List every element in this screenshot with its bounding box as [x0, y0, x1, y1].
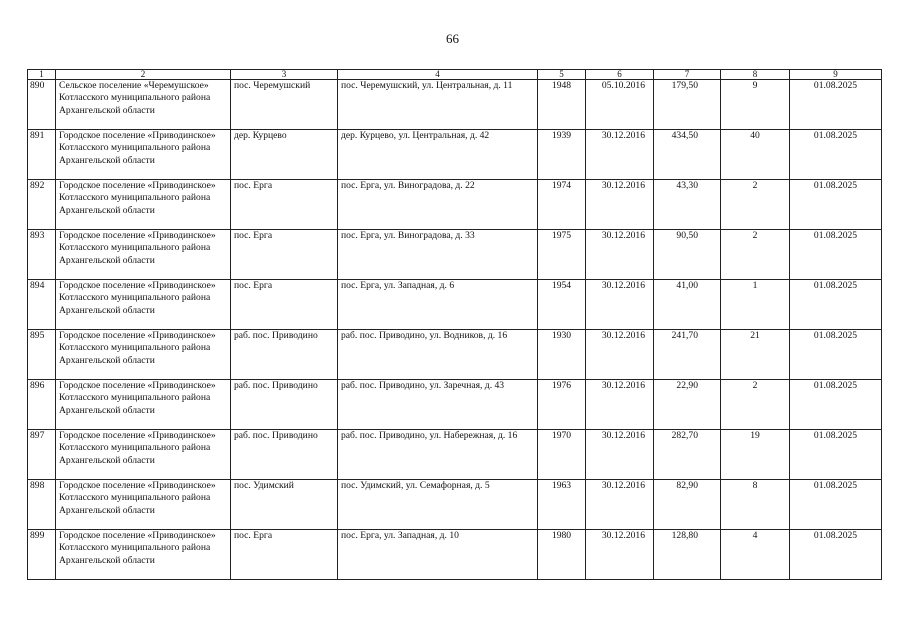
column-header: 4	[338, 70, 538, 80]
row-number-cell: 894	[28, 280, 56, 330]
table-row	[28, 280, 882, 330]
address-cell: пос. Ерга, ул. Виноградова, д. 22	[338, 180, 538, 230]
row-number-cell: 890	[28, 80, 56, 130]
table-row	[28, 130, 882, 180]
area-cell: 179,50	[654, 80, 721, 130]
column-header: 9	[790, 70, 882, 80]
column-header: 5	[538, 70, 586, 80]
area-cell: 82,90	[654, 480, 721, 530]
settlement-cell: Городское поселение «Приводинское» Котласского муниципального района Архангельской области	[56, 530, 231, 580]
year-cell: 1963	[538, 480, 586, 530]
table-row	[28, 380, 882, 430]
row-number-cell: 895	[28, 330, 56, 380]
year-cell: 1970	[538, 430, 586, 480]
area-cell: 41,00	[654, 280, 721, 330]
settlement-cell: Городское поселение «Приводинское» Котласского муниципального района Архангельской области	[56, 180, 231, 230]
date-cell: 30.12.2016	[586, 330, 654, 380]
address-cell: пос. Ерга, ул. Западная, д. 6	[338, 280, 538, 330]
row-number-cell: 898	[28, 480, 56, 530]
deadline-cell: 01.08.2025	[790, 280, 882, 330]
date-cell: 30.12.2016	[586, 380, 654, 430]
row-number-cell: 893	[28, 230, 56, 280]
locality-cell: дер. Курцево	[231, 130, 338, 180]
address-cell: дер. Курцево, ул. Центральная, д. 42	[338, 130, 538, 180]
table-row	[28, 330, 882, 380]
area-cell: 282,70	[654, 430, 721, 480]
column-header: 8	[721, 70, 790, 80]
area-cell: 241,70	[654, 330, 721, 380]
deadline-cell: 01.08.2025	[790, 130, 882, 180]
locality-cell: пос. Ерга	[231, 280, 338, 330]
settlement-cell: Городское поселение «Приводинское» Котласского муниципального района Архангельской области	[56, 480, 231, 530]
address-cell: пос. Ерга, ул. Виноградова, д. 33	[338, 230, 538, 280]
residents-cell: 2	[721, 180, 790, 230]
locality-cell: пос. Ерга	[231, 530, 338, 580]
locality-cell: раб. пос. Приводино	[231, 430, 338, 480]
year-cell: 1974	[538, 180, 586, 230]
date-cell: 05.10.2016	[586, 80, 654, 130]
date-cell: 30.12.2016	[586, 130, 654, 180]
date-cell: 30.12.2016	[586, 480, 654, 530]
residents-cell: 21	[721, 330, 790, 380]
column-header: 7	[654, 70, 721, 80]
residents-cell: 19	[721, 430, 790, 480]
residents-cell: 2	[721, 380, 790, 430]
row-number-cell: 896	[28, 380, 56, 430]
area-cell: 43,30	[654, 180, 721, 230]
locality-cell: раб. пос. Приводино	[231, 380, 338, 430]
area-cell: 22,90	[654, 380, 721, 430]
address-cell: пос. Удимский, ул. Семафорная, д. 5	[338, 480, 538, 530]
settlement-cell: Городское поселение «Приводинское» Котласского муниципального района Архангельской области	[56, 430, 231, 480]
address-cell: раб. пос. Приводино, ул. Набережная, д. 16	[338, 430, 538, 480]
date-cell: 30.12.2016	[586, 430, 654, 480]
residents-cell: 2	[721, 230, 790, 280]
locality-cell: пос. Черемушский	[231, 80, 338, 130]
address-cell: раб. пос. Приводино, ул. Водников, д. 16	[338, 330, 538, 380]
settlement-cell: Городское поселение «Приводинское» Котласского муниципального района Архангельской области	[56, 330, 231, 380]
settlement-cell: Городское поселение «Приводинское» Котласского муниципального района Архангельской области	[56, 130, 231, 180]
year-cell: 1975	[538, 230, 586, 280]
row-number-cell: 897	[28, 430, 56, 480]
area-cell: 434,50	[654, 130, 721, 180]
column-number-row	[28, 70, 882, 80]
year-cell: 1980	[538, 530, 586, 580]
year-cell: 1930	[538, 330, 586, 380]
settlement-cell: Сельское поселение «Черемушское» Котласского муниципального района Архангельской области	[56, 80, 231, 130]
address-cell: раб. пос. Приводино, ул. Заречная, д. 43	[338, 380, 538, 430]
column-header: 2	[56, 70, 231, 80]
residents-cell: 4	[721, 530, 790, 580]
locality-cell: пос. Удимский	[231, 480, 338, 530]
date-cell: 30.12.2016	[586, 280, 654, 330]
table-row	[28, 530, 882, 580]
year-cell: 1939	[538, 130, 586, 180]
settlement-cell: Городское поселение «Приводинское» Котласского муниципального района Архангельской области	[56, 230, 231, 280]
deadline-cell: 01.08.2025	[790, 230, 882, 280]
address-cell: пос. Черемушский, ул. Центральная, д. 11	[338, 80, 538, 130]
deadline-cell: 01.08.2025	[790, 430, 882, 480]
table-row	[28, 80, 882, 130]
residents-cell: 8	[721, 480, 790, 530]
year-cell: 1976	[538, 380, 586, 430]
deadline-cell: 01.08.2025	[790, 380, 882, 430]
deadline-cell: 01.08.2025	[790, 530, 882, 580]
locality-cell: пос. Ерга	[231, 230, 338, 280]
deadline-cell: 01.08.2025	[790, 330, 882, 380]
page-number: 66	[446, 31, 459, 46]
residents-cell: 40	[721, 130, 790, 180]
residents-cell: 1	[721, 280, 790, 330]
registry-body	[28, 80, 882, 580]
table-row	[28, 180, 882, 230]
year-cell: 1948	[538, 80, 586, 130]
address-cell: пос. Ерга, ул. Западная, д. 10	[338, 530, 538, 580]
area-cell: 128,80	[654, 530, 721, 580]
row-number-cell: 892	[28, 180, 56, 230]
deadline-cell: 01.08.2025	[790, 180, 882, 230]
housing-registry-table	[27, 69, 882, 580]
date-cell: 30.12.2016	[586, 180, 654, 230]
settlement-cell: Городское поселение «Приводинское» Котласского муниципального района Архангельской области	[56, 280, 231, 330]
deadline-cell: 01.08.2025	[790, 480, 882, 530]
table-row	[28, 480, 882, 530]
locality-cell: пос. Ерга	[231, 180, 338, 230]
table-row	[28, 230, 882, 280]
column-header: 6	[586, 70, 654, 80]
deadline-cell: 01.08.2025	[790, 80, 882, 130]
locality-cell: раб. пос. Приводино	[231, 330, 338, 380]
row-number-cell: 899	[28, 530, 56, 580]
table-row	[28, 430, 882, 480]
column-header: 1	[28, 70, 56, 80]
row-number-cell: 891	[28, 130, 56, 180]
settlement-cell: Городское поселение «Приводинское» Котласского муниципального района Архангельской области	[56, 380, 231, 430]
residents-cell: 9	[721, 80, 790, 130]
area-cell: 90,50	[654, 230, 721, 280]
column-header: 3	[231, 70, 338, 80]
year-cell: 1954	[538, 280, 586, 330]
date-cell: 30.12.2016	[586, 530, 654, 580]
date-cell: 30.12.2016	[586, 230, 654, 280]
